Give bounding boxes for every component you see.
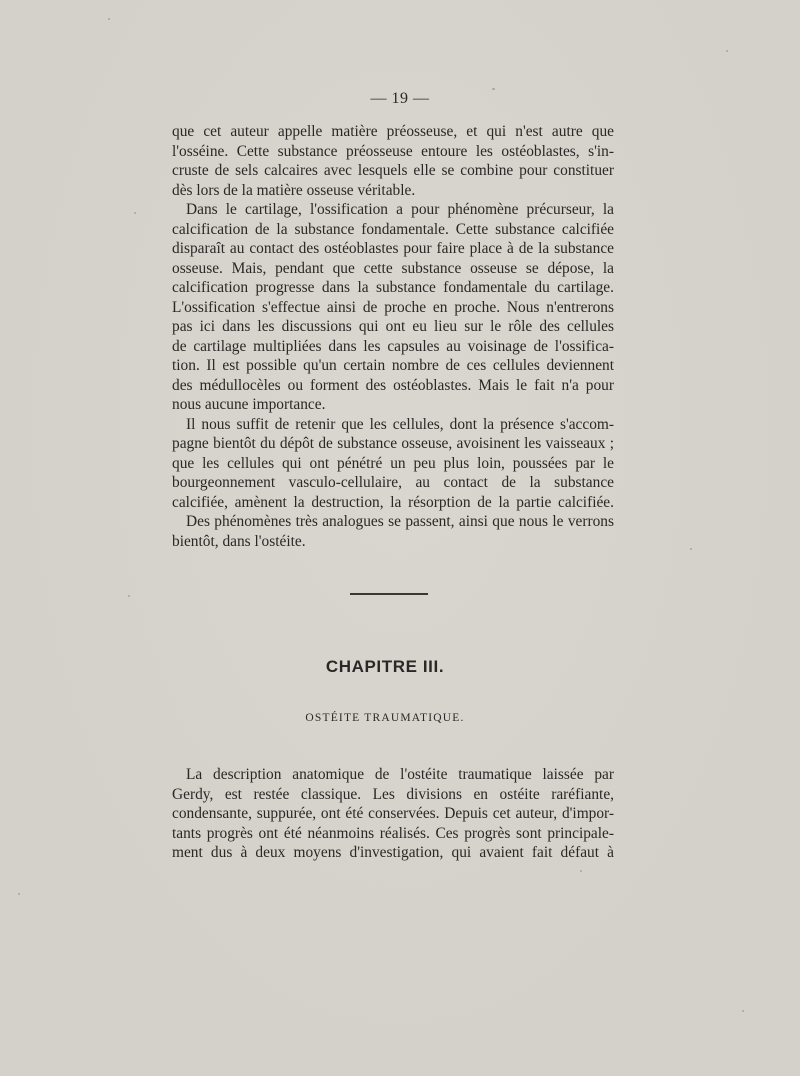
body-text-bottom — [172, 765, 614, 863]
text-line: Il nous suffit de retenir que les cellules, dont la présence s'accom- — [186, 415, 614, 433]
section-title: OSTÉITE TRAUMATIQUE. — [305, 712, 465, 724]
text-line: bourgeonnement vasculo-cellulaire, au contact de la substance — [172, 474, 614, 491]
text-line: que cet auteur appelle matière préosseuse, et qui n'est autre que — [172, 123, 614, 140]
chapter-title: CHAPITRE III. — [325, 657, 445, 676]
text-line: Des phénomènes très analogues se passent, ainsi que nous le verrons — [186, 513, 614, 530]
text-line: Dans le cartilage, l'ossification a pour phénomène précurseur, la — [186, 201, 614, 218]
paragraph — [172, 122, 614, 200]
text-line: bientôt, dans l'ostéite. — [172, 532, 306, 550]
text-line: calcification progresse dans la substance fondamentale du cartilage. — [172, 279, 614, 296]
text-line: pagne bientôt du dépôt de substance osseuse, avoisinent les vaisseaux ; — [172, 435, 614, 452]
paper-speck — [580, 870, 582, 872]
text-line: l'osséine. Cette substance préosseuse entoure les ostéoblastes, s'in- — [172, 142, 614, 160]
body-text-top — [172, 122, 614, 551]
text-line: L'ossification s'effectue ainsi de proche en proche. Nous n'entrerons — [172, 298, 614, 316]
section-divider — [350, 593, 428, 595]
text-line: tion. Il est possible qu'un certain nombre de ces cellules deviennent — [172, 357, 614, 374]
text-line: de cartilage multipliées dans les capsules au voisinage de l'ossifica- — [172, 337, 614, 355]
text-line: disparaît au contact des ostéoblastes pour faire place à de la substance — [172, 240, 614, 257]
paragraph — [172, 765, 614, 863]
text-line: calcification de la substance fondamentale. Cette substance calcifiée — [172, 220, 614, 238]
paragraph — [172, 200, 614, 415]
text-line: ment dus à deux moyens d'investigation, qui avaient fait défaut à — [172, 844, 614, 861]
paper-speck — [690, 548, 692, 550]
page-number: — 19 — — [370, 90, 430, 107]
paper-speck — [742, 1010, 744, 1012]
paragraph — [172, 415, 614, 552]
text-line: que les cellules qui ont pénétré un peu plus loin, poussées par le — [172, 454, 614, 472]
text-line: condensante, suppurée, ont été conservées. Depuis cet auteur, d'impor- — [172, 805, 614, 822]
text-line: nous aucune importance. — [172, 396, 326, 413]
paper-speck — [128, 595, 130, 597]
paper-speck — [726, 50, 728, 52]
text-line: Gerdy, est restée classique. Les divisions en ostéite raréfiante, — [172, 785, 614, 803]
paper-speck — [108, 18, 110, 20]
text-line: pas ici dans les discussions qui ont eu lieu sur le rôle des cellules — [172, 318, 614, 335]
text-line: dès lors de la matière osseuse véritable. — [172, 181, 416, 199]
text-line: tants progrès ont été néanmoins réalisés. Ces progrès sont principale- — [172, 824, 614, 842]
text-line: osseuse. Mais, pendant que cette substance osseuse se dépose, la — [172, 259, 614, 277]
text-line: calcifiée, amènent la destruction, la résorption de la partie calcifiée. — [172, 493, 614, 511]
text-line: La description anatomique de l'ostéite traumatique laissée par — [186, 766, 614, 783]
text-line: cruste de sels calcaires avec lesquels elle se combine pour constituer — [172, 162, 614, 179]
paper-speck — [18, 893, 20, 895]
text-line: des médullocèles ou forment des ostéoblastes. Mais le fait n'a pour — [172, 376, 614, 394]
paper-speck — [134, 212, 136, 214]
